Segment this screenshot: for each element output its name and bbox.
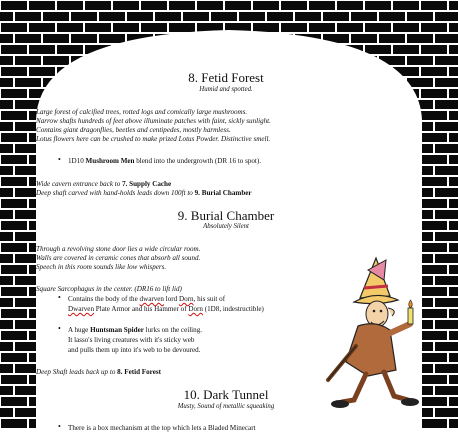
bullet-dorn-line2: [68, 305, 264, 314]
exit-line: [36, 180, 171, 189]
bullet-text: Dwarven: [68, 305, 94, 313]
wizard-illustration: [298, 250, 438, 420]
exit-link-supply-cache[interactable]: 7. Supply Cache: [122, 180, 172, 188]
bullet-text: dwarven: [139, 295, 164, 303]
bullet-text: Plate Armor and his Hammer of: [94, 305, 189, 313]
section-title-dark-tunnel: 10. Dark Tunnel: [183, 387, 269, 402]
section-subtitle-fetid-forest: Humid and spotted.: [199, 86, 253, 93]
bullet-text: A huge: [68, 326, 91, 334]
exit-link-fetid-forest[interactable]: 8. Fetid Forest: [117, 368, 161, 376]
bullet-text: blend into the undergrowth (DR 16 to spot).: [134, 157, 262, 165]
bullet-dot: •: [58, 293, 61, 302]
sarcophagus-note: Square Sarcophagus in the center. (DR16 to lift lid): [36, 285, 182, 293]
description-line: Lotus flowers here can be crushed to make prized Lotus Powder. Distinctive smell.: [36, 135, 271, 143]
description-line: Contains giant dragonflies, beetles and centipedes, mostly harmless.: [36, 126, 231, 134]
section-title-fetid-forest: 8. Fetid Forest: [188, 70, 264, 85]
section-title-burial-chamber: 9. Burial Chamber: [177, 208, 275, 223]
bullet-minecart: There is a box mechanism at the top which lets a Bladed Minecart: [68, 424, 256, 432]
bullet-spider-line2: It lasso's living creatures with it's sticky web: [68, 336, 195, 344]
exit-line: [36, 368, 161, 377]
bullet-text: lord: [163, 295, 179, 303]
creature-name: Huntsman Spider: [90, 326, 144, 334]
bullet-dot: •: [58, 155, 61, 164]
exit-text: Wide cavern entrance back to: [36, 180, 123, 188]
description-line: Walls are covered in ceramic cones that absorb all sound.: [36, 254, 201, 262]
description-line: Through a revolving stone door lies a wide circular room.: [36, 245, 201, 253]
bullet-text: 1D10: [68, 157, 86, 165]
section-subtitle-burial-chamber: Absolutely Silent: [203, 223, 249, 230]
bullet-text: , his suit of: [193, 295, 226, 303]
exit-text: Deep Shaft leads back up to: [36, 368, 118, 376]
bullet-spider-line3: and pulls them up into it's web to be devoured.: [68, 346, 201, 354]
bullet-text: Dorn: [188, 305, 203, 313]
creature-name: Mushroom Men: [85, 157, 135, 165]
exit-line: [36, 189, 252, 198]
bullet-spider-line1: [68, 326, 202, 335]
bullet-text: (1D8, indestructible): [202, 305, 264, 313]
description-line: Large forest of calcified trees, rotted logs and comically large mushrooms.: [36, 108, 248, 116]
bullet-text: Dorn: [178, 295, 194, 303]
bullet-dot: •: [58, 422, 61, 431]
description-line: Narrow shafts hundreds of feet above illuminate patches with faint, sickly sunlight.: [36, 117, 271, 125]
bullet-mushroom-men: [68, 157, 261, 166]
bullet-dot: •: [58, 324, 61, 333]
exit-text: Deep shaft carved with hand-holds leads down 100ft to: [36, 189, 195, 197]
exit-link-burial-chamber[interactable]: 9. Burial Chamber: [194, 189, 252, 197]
bullet-dorn-line1: [68, 295, 225, 304]
description-line: Speech in this room sounds like low whispers.: [36, 263, 167, 271]
section-subtitle-dark-tunnel: Musty, Sound of metallic squeaking: [177, 403, 275, 410]
bullet-text: lurks on the ceiling.: [143, 326, 203, 334]
bullet-text: Contains the body of the: [68, 295, 140, 303]
